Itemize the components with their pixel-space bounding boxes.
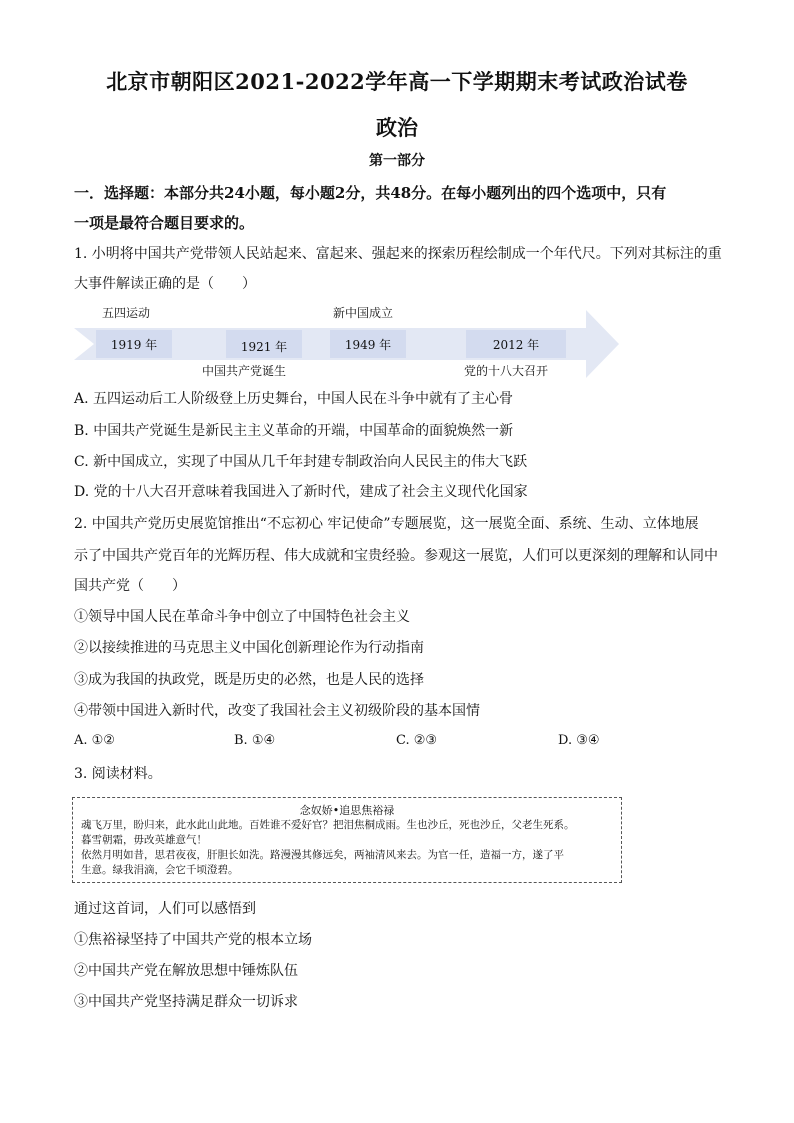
page-title: 北京市朝阳区2021-2022学年高一下学期期末考试政治试卷 [106,69,688,94]
timeline-year-1921: 1921 年 [240,340,288,354]
q2-stem-line3: 国共产党（ ） [74,578,186,594]
q2-stem-line2: 示了中国共产党百年的光辉历程、伟大成就和宝贵经验。参观这一展览，人们可以更深刻的理解和认同中 [74,548,718,564]
poem-title: 念奴娇•追思焦裕禄 [299,804,395,817]
q3-prompt: 通过这首词，人们可以感悟到 [74,901,256,917]
timeline-year-2012: 2012 年 [492,338,540,352]
page-subtitle: 政治 [376,115,418,140]
q2-statement-3: ③成为我国的执政党，既是历史的必然，也是人民的选择 [74,672,424,688]
q2-option-c: C. ②③ [396,733,438,748]
poem-line-3: 依然月明如昔，思君夜夜，肝胆长如洗。路漫漫其修远矣，两袖清风来去。为官一任，造福一方，遂了平 [81,849,564,861]
q2-stem-line1: 2. 中国共产党历史展览馆推出“不忘初心 牢记使命”专题展览，这一展览全面、系统、生动、立体地展 [74,516,699,532]
q1-option-b: B. 中国共产党诞生是新民主主义革命的开端，中国革命的面貌焕然一新 [74,423,514,439]
timeline-event-wusi: 五四运动 [102,306,151,320]
poem-line-1: 魂飞万里，盼归来，此水此山此地。百姓谁不爱好官？把泪焦桐成雨。生也沙丘，死也沙丘，父老生死系。 [81,819,575,831]
section-instructions-line1: 一．选择题：本部分共24小题，每小题2分，共48分。在每小题列出的四个选项中，只有 [74,184,667,202]
timeline-event-18th-congress: 党的十八大召开 [464,364,549,378]
q3-stem: 3. 阅读材料。 [74,766,162,782]
q3-poem-box [72,797,622,883]
q2-option-d: D. ③④ [558,733,600,748]
q1-stem-line2: 大事件解读正确的是（ ） [74,276,256,292]
q2-statement-2: ②以接续推进的马克思主义中国化创新理论作为行动指南 [74,640,424,656]
q1-stem-line1: 1. 小明将中国共产党带领人民站起来、富起来、强起来的探索历程绘制成一个年代尺。下列对其标注的重 [74,246,722,262]
q2-options [74,733,724,753]
timeline-event-prc-founding: 新中国成立 [333,306,394,320]
q2-statement-1: ①领导中国人民在革命斗争中创立了中国特色社会主义 [74,609,410,625]
timeline-event-cpc-founding: 中国共产党诞生 [202,364,287,378]
timeline-year-1949: 1949 年 [344,338,392,352]
poem-line-4: 生意。绿我涓滴，会它千顷澄碧。 [81,864,239,876]
section-instructions [74,178,724,238]
timeline-year-1919: 1919 年 [110,338,158,352]
poem-line-2: 暮雪朝霜，毋改英雄意气！ [81,834,207,846]
q1-option-a: A. 五四运动后工人阶级登上历史舞台，中国人民在斗争中就有了主心骨 [74,391,514,407]
part-heading: 第一部分 [369,153,425,169]
q2-statement-4: ④带领中国进入新时代，改变了我国社会主义初级阶段的基本国情 [74,703,480,719]
q3-statement-2: ②中国共产党在解放思想中锤炼队伍 [74,963,298,979]
q1-timeline [74,300,634,390]
q3-statement-3: ③中国共产党坚持满足群众一切诉求 [74,994,298,1010]
q1-option-d: D. 党的十八大召开意味着我国进入了新时代，建成了社会主义现代化国家 [74,484,528,500]
q1-option-c: C. 新中国成立，实现了中国从几千年封建专制政治向人民民主的伟大飞跃 [74,454,528,470]
q2-option-a: A. ①② [74,733,115,748]
q2-option-b: B. ①④ [234,733,276,748]
section-instructions-line2: 一项是最符合题目要求的。 [74,214,255,232]
q3-statement-1: ①焦裕禄坚持了中国共产党的根本立场 [74,932,312,948]
